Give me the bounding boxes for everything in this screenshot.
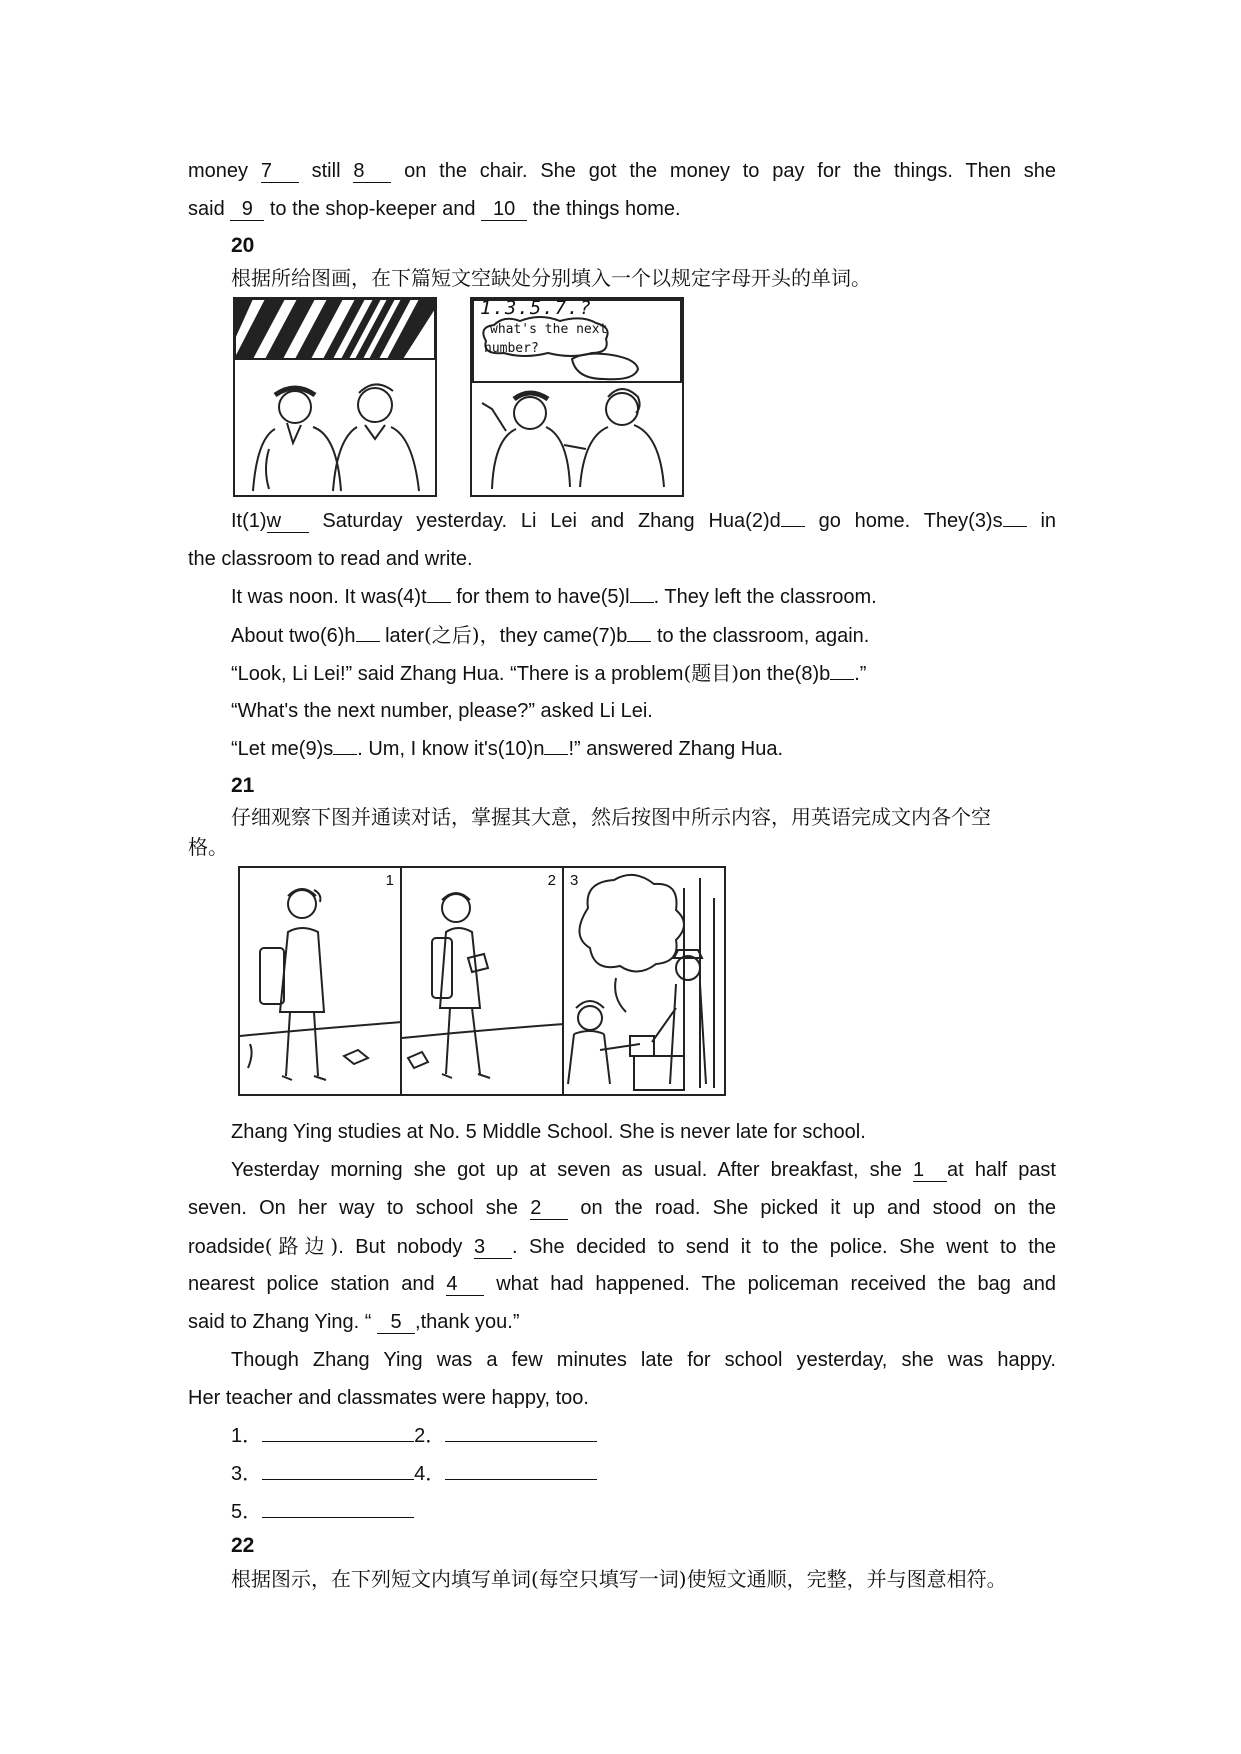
chinese-gloss: (题目) [683,661,740,685]
bubble-text-2: number? [484,341,539,356]
text: on the chair. She got the money to pay for the things. Then she [404,160,1056,182]
text: to the shop-keeper and [269,198,476,220]
answer-label: 3． [231,1463,263,1485]
text: for them to have(5)l [456,586,630,608]
answer-blank[interactable]: 10 [481,198,527,221]
question-instruction: 根据图示，在下列短文内填写单词(每空只填写一词)使短文通顺，完整，并与图意相符。 [231,1567,1007,1591]
answer-line[interactable] [262,1461,414,1480]
passage-line: Though Zhang Ying was a few minutes late for school yesterday, she was happy. [231,1349,1056,1371]
text: at half past [947,1159,1056,1181]
answer-blank[interactable] [627,641,651,642]
answer-blank[interactable] [630,602,654,603]
text: . Um, I know it's(10)n [357,738,545,760]
students-drawing [235,299,435,495]
text: seven. On her way to school she [188,1197,518,1219]
question-number: 22 [231,1534,255,1557]
passage-line: the classroom to read and write. [188,548,473,570]
text: Saturday yesterday. Li Lei and Zhang Hua(2)d [322,510,781,532]
question-instruction: 仔细观察下图并通读对话，掌握其大意，然后按图中所示内容，用英语完成文内各个空 [231,805,991,829]
text: .” [854,663,867,685]
answer-blank[interactable]: 1 [913,1159,947,1182]
illustration-blackboard [470,297,684,497]
text: . She decided to send it to the police. She went to the [511,1236,1056,1258]
number-sequence: 1.3.5.7.? [480,297,592,319]
panel-number: 2 [547,872,556,889]
passage-line [231,1157,1056,1183]
police-station-drawing [564,868,724,1094]
passage-line [188,1233,1056,1260]
text: nearest police station and [188,1273,435,1295]
passage-line: Her teacher and classmates were happy, too. [188,1387,589,1409]
passage-line [231,622,1056,649]
answer-label: 1． [231,1425,263,1447]
passage-line [231,584,1056,610]
text: “Let me(9)s [231,738,334,760]
chinese-gloss: (之后)， [423,623,500,647]
text: on the(8)b [739,663,831,685]
answer-label: 2． [414,1425,446,1447]
text: money [188,160,249,182]
text: said [188,198,225,220]
girl-holding-bag-drawing [402,868,564,1094]
passage-line [188,196,1056,222]
chinese-gloss: (路边) [264,1234,339,1258]
question-number: 20 [231,234,255,257]
text: still [311,160,341,182]
text: !” answered Zhang Hua. [568,738,784,760]
passage-line [231,736,1056,762]
passage-line [231,508,1056,534]
answer-row [231,1461,597,1487]
question-instruction: 根据所给图画，在下篇短文空缺处分别填入一个以规定字母开头的单词。 [231,266,871,290]
answer-blank[interactable]: w [267,510,309,533]
text: . They left the classroom. [653,586,877,608]
answer-blank[interactable]: 9 [230,198,264,221]
answer-blank[interactable]: 8 [353,160,391,183]
question-instruction: 格。 [188,835,228,859]
girl-walking-drawing [240,868,402,1094]
bubble-text-1: what's the next [490,322,608,337]
answer-blank[interactable] [830,679,854,680]
text: said to Zhang Ying. “ [188,1311,372,1333]
answer-line[interactable] [262,1499,414,1518]
text: roadside [188,1236,265,1258]
answer-line[interactable] [445,1461,597,1480]
text: what had happened. The policeman received the bag and [496,1273,1057,1295]
passage-line [188,1271,1056,1297]
text: later [385,625,424,647]
text: . But nobody [338,1236,463,1258]
answer-blank[interactable]: 7 [261,160,299,183]
text: go home. They(3)s [818,510,1003,532]
passage-line [188,1195,1056,1221]
passage-line [188,158,1056,184]
answer-blank[interactable]: 4 [446,1273,484,1296]
answer-blank[interactable]: 3 [474,1236,512,1259]
text: they came(7)b [499,625,628,647]
text: to the classroom, again. [657,625,870,647]
text: in [1040,510,1057,532]
answer-row [231,1423,597,1449]
answer-blank[interactable] [333,754,357,755]
passage-line [188,1309,1056,1335]
text: ,thank you.” [415,1311,520,1333]
answer-label: 4． [414,1463,446,1485]
illustration-panel-3 [562,866,726,1096]
text: It was noon. It was(4)t [231,586,427,608]
answer-blank[interactable] [1003,526,1027,527]
text: the things home. [532,198,681,220]
answer-label: 5． [231,1501,263,1523]
panel-number: 1 [385,872,394,889]
answer-row [231,1499,414,1525]
passage-line: Zhang Ying studies at No. 5 Middle School. She is never late for school. [231,1121,866,1143]
illustration-panel-1 [238,866,404,1096]
text: “Look, Li Lei!” said Zhang Hua. “There is a problem [231,663,684,685]
answer-blank[interactable] [356,641,380,642]
illustration-two-students [233,297,437,497]
question-number: 21 [231,774,255,797]
answer-blank[interactable] [544,754,568,755]
text: About two(6)h [231,625,356,647]
answer-blank[interactable] [781,526,805,527]
panel-number: 3 [570,872,579,889]
answer-line[interactable] [262,1423,414,1442]
passage-line [231,660,1056,687]
answer-blank[interactable]: 5 [377,1311,415,1334]
answer-blank[interactable] [427,602,451,603]
text: It(1) [231,510,267,532]
passage-line: “What's the next number, please?” asked Li Lei. [231,700,653,722]
answer-line[interactable] [445,1423,597,1442]
illustration-panel-2 [400,866,566,1096]
answer-blank[interactable]: 2 [530,1197,568,1220]
text: on the road. She picked it up and stood on the [580,1197,1056,1219]
text: Yesterday morning she got up at seven as usual. After breakfast, she [231,1159,902,1181]
